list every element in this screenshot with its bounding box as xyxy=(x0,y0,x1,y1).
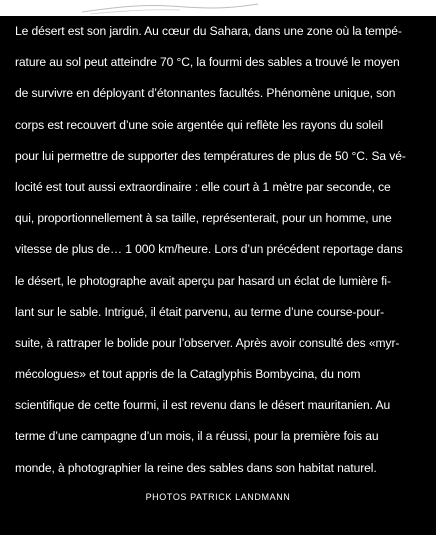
right-margin-strip xyxy=(436,0,442,535)
article-line: mécologues» et tout appris de la Cataglyphis Bombycina, du nom xyxy=(15,367,361,382)
scribble-fragment xyxy=(80,0,260,16)
article-line: de survivre en déployant d’étonnantes facultés. Phénomène unique, son xyxy=(15,86,396,101)
article-line: monde, à photographier la reine des sables dans son habitat naturel. xyxy=(15,460,377,475)
article-line: rature au sol peut atteindre 70 °C, la fourmi des sables a trouvé le moyen xyxy=(15,55,400,70)
article-line: Le désert est son jardin. Au cœur du Sahara, dans une zone où la tempé- xyxy=(15,24,402,38)
article-line: locité est tout aussi extraordinaire : elle court à 1 mètre par seconde, ce xyxy=(15,179,391,194)
article-line: terme d’une campagne d’un mois, il a réussi, pour la première fois au xyxy=(15,429,379,444)
article-line: pour lui permettre de supporter des températures de plus de 50 °C. Sa vé- xyxy=(15,148,406,163)
article-line: le désert, le photographe avait aperçu par hasard un éclat de lumière fi- xyxy=(15,273,391,288)
article-line: scientifique de cette fourmi, il est revenu dans le désert mauritanien. Au xyxy=(15,398,391,413)
article-line: suite, à rattraper le bolide pour l’observer. Après avoir consulté des «myr- xyxy=(15,335,400,350)
article-line: corps est recouvert d’une soie argentée qui reflète les rayons du soleil xyxy=(15,117,383,132)
article-line: vitesse de plus de… 1 000 km/heure. Lors d’un précédent reportage dans xyxy=(15,242,403,257)
article-line: qui, proportionnellement à sa taille, représenterait, pour un homme, une xyxy=(15,211,392,226)
photo-credit: PHOTOS PATRICK LANDMANN xyxy=(145,492,291,502)
article-line: lant sur le sable. Intrigué, il était parvenu, au terme d’une course-pour- xyxy=(15,304,385,319)
article-text xyxy=(15,19,415,487)
